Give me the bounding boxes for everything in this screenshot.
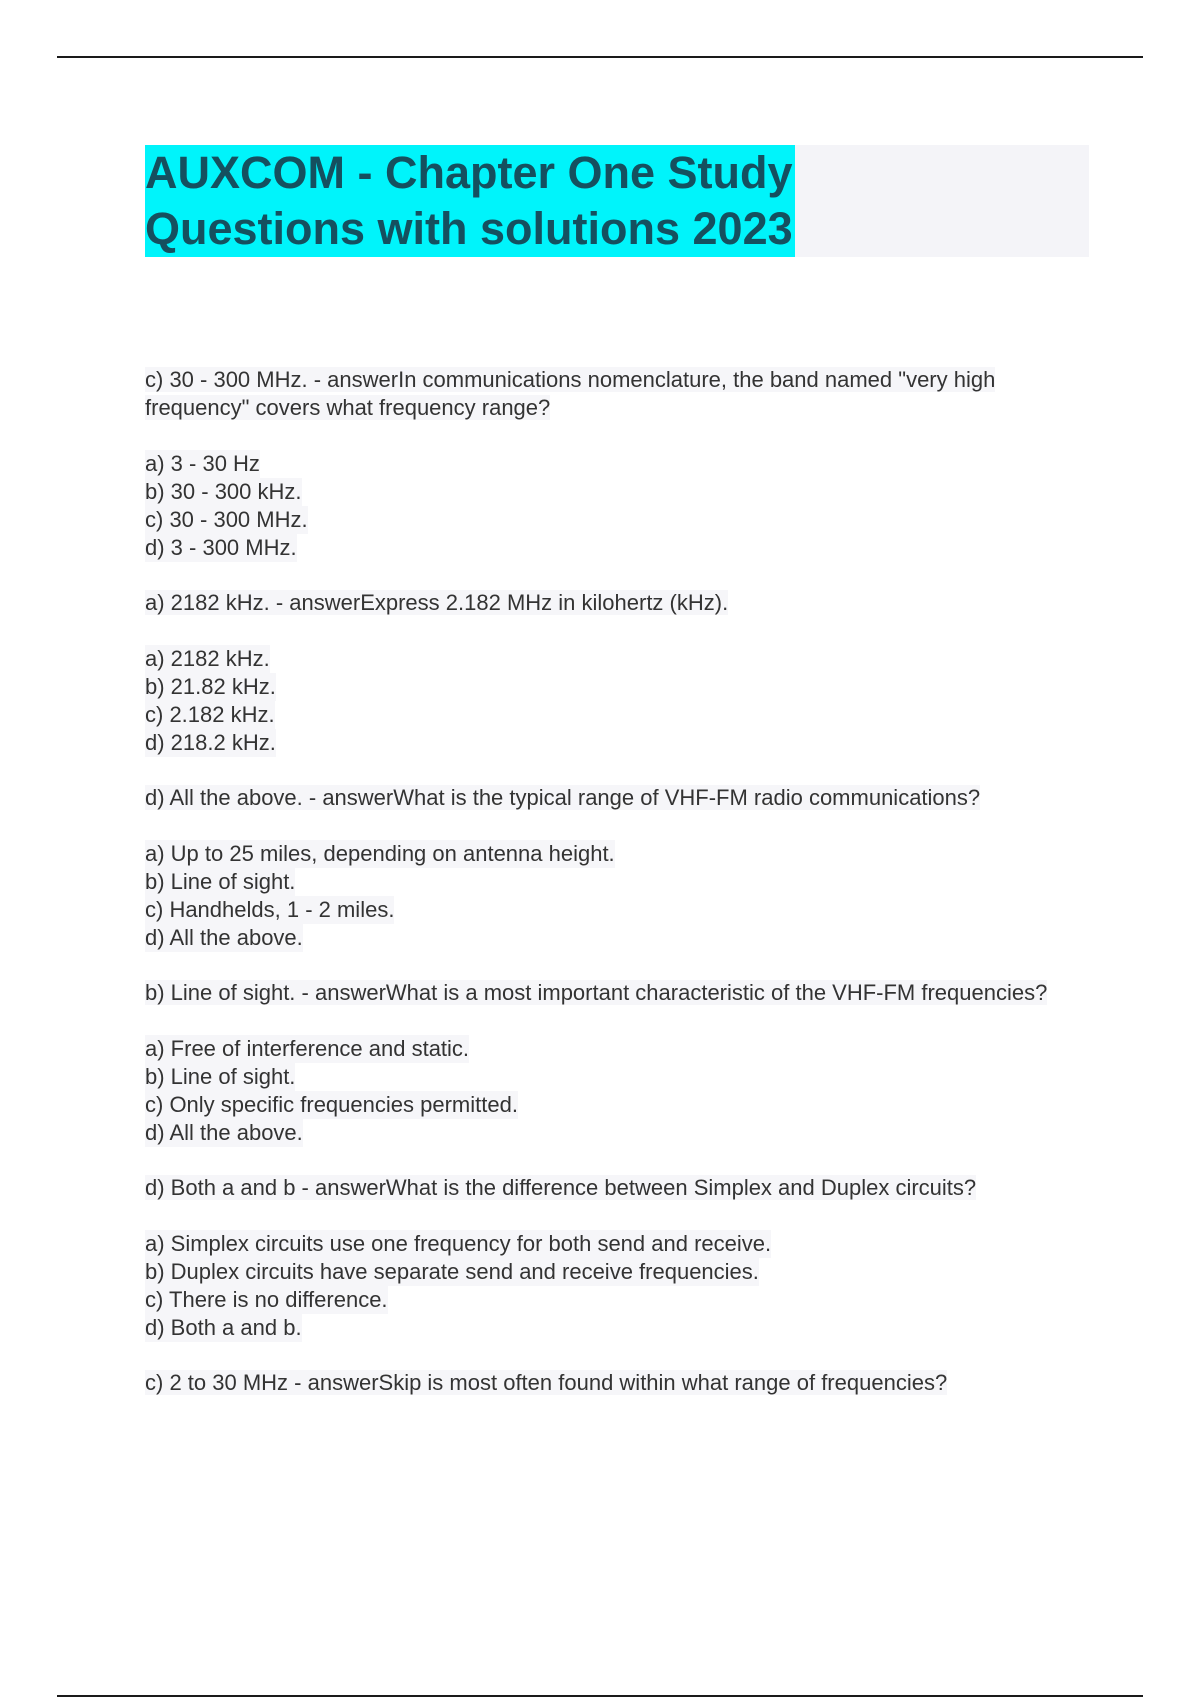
document-body (145, 366, 1095, 1425)
option-text: d) All the above. (145, 925, 303, 950)
option-text: c) Only specific frequencies permitted. (145, 1092, 518, 1117)
option-text: d) Both a and b. (145, 1315, 302, 1340)
question-2-text: a) 2182 kHz. - answerExpress 2.182 MHz in kilohertz (kHz). (145, 590, 729, 615)
question-1-text: c) 30 - 300 MHz. - answerIn communications nomenclature, the band named "very high frequency" covers what frequency range? (145, 367, 996, 420)
option-text: d) All the above. (145, 1120, 303, 1145)
option-text: c) Handhelds, 1 - 2 miles. (145, 897, 395, 922)
option-text: d) 3 - 300 MHz. (145, 535, 297, 560)
option-text: c) 2.182 kHz. (145, 702, 275, 727)
title-line-1: AUXCOM - Chapter One Study (145, 145, 795, 201)
top-rule (57, 56, 1143, 58)
question-4-prompt (145, 979, 1095, 1007)
question-2-prompt (145, 589, 1095, 617)
title-line-2: Questions with solutions 2023 (145, 201, 795, 257)
option-text: b) Line of sight. (145, 1064, 296, 1089)
question-6-prompt (145, 1369, 1095, 1397)
bottom-rule (57, 1695, 1143, 1697)
option-text: b) Duplex circuits have separate send and receive frequencies. (145, 1259, 759, 1284)
option-text: a) Simplex circuits use one frequency for both send and receive. (145, 1231, 772, 1256)
option-text: c) There is no difference. (145, 1287, 388, 1312)
question-1-prompt (145, 366, 1095, 422)
question-1-options (145, 450, 1095, 562)
question-5-options (145, 1230, 1095, 1342)
question-5-prompt (145, 1174, 1095, 1202)
option-text: a) 2182 kHz. (145, 646, 270, 671)
question-3-text: d) All the above. - answerWhat is the typical range of VHF-FM radio communications? (145, 785, 981, 810)
question-3-prompt (145, 784, 1095, 812)
option-text: a) Free of interference and static. (145, 1036, 470, 1061)
document-title (145, 145, 795, 257)
question-4-text: b) Line of sight. - answerWhat is a most important characteristic of the VHF-FM frequencies? (145, 980, 1048, 1005)
option-text: b) Line of sight. (145, 869, 296, 894)
option-text: d) 218.2 kHz. (145, 730, 276, 755)
option-text: a) Up to 25 miles, depending on antenna height. (145, 841, 615, 866)
question-3-options (145, 840, 1095, 952)
option-text: a) 3 - 30 Hz (145, 451, 260, 476)
question-2-options (145, 645, 1095, 757)
option-text: c) 30 - 300 MHz. (145, 507, 308, 532)
question-5-text: d) Both a and b - answerWhat is the difference between Simplex and Duplex circuits? (145, 1175, 977, 1200)
option-text: b) 30 - 300 kHz. (145, 479, 302, 504)
option-text: b) 21.82 kHz. (145, 674, 276, 699)
question-4-options (145, 1035, 1095, 1147)
question-6-text: c) 2 to 30 MHz - answerSkip is most often found within what range of frequencies? (145, 1370, 948, 1395)
